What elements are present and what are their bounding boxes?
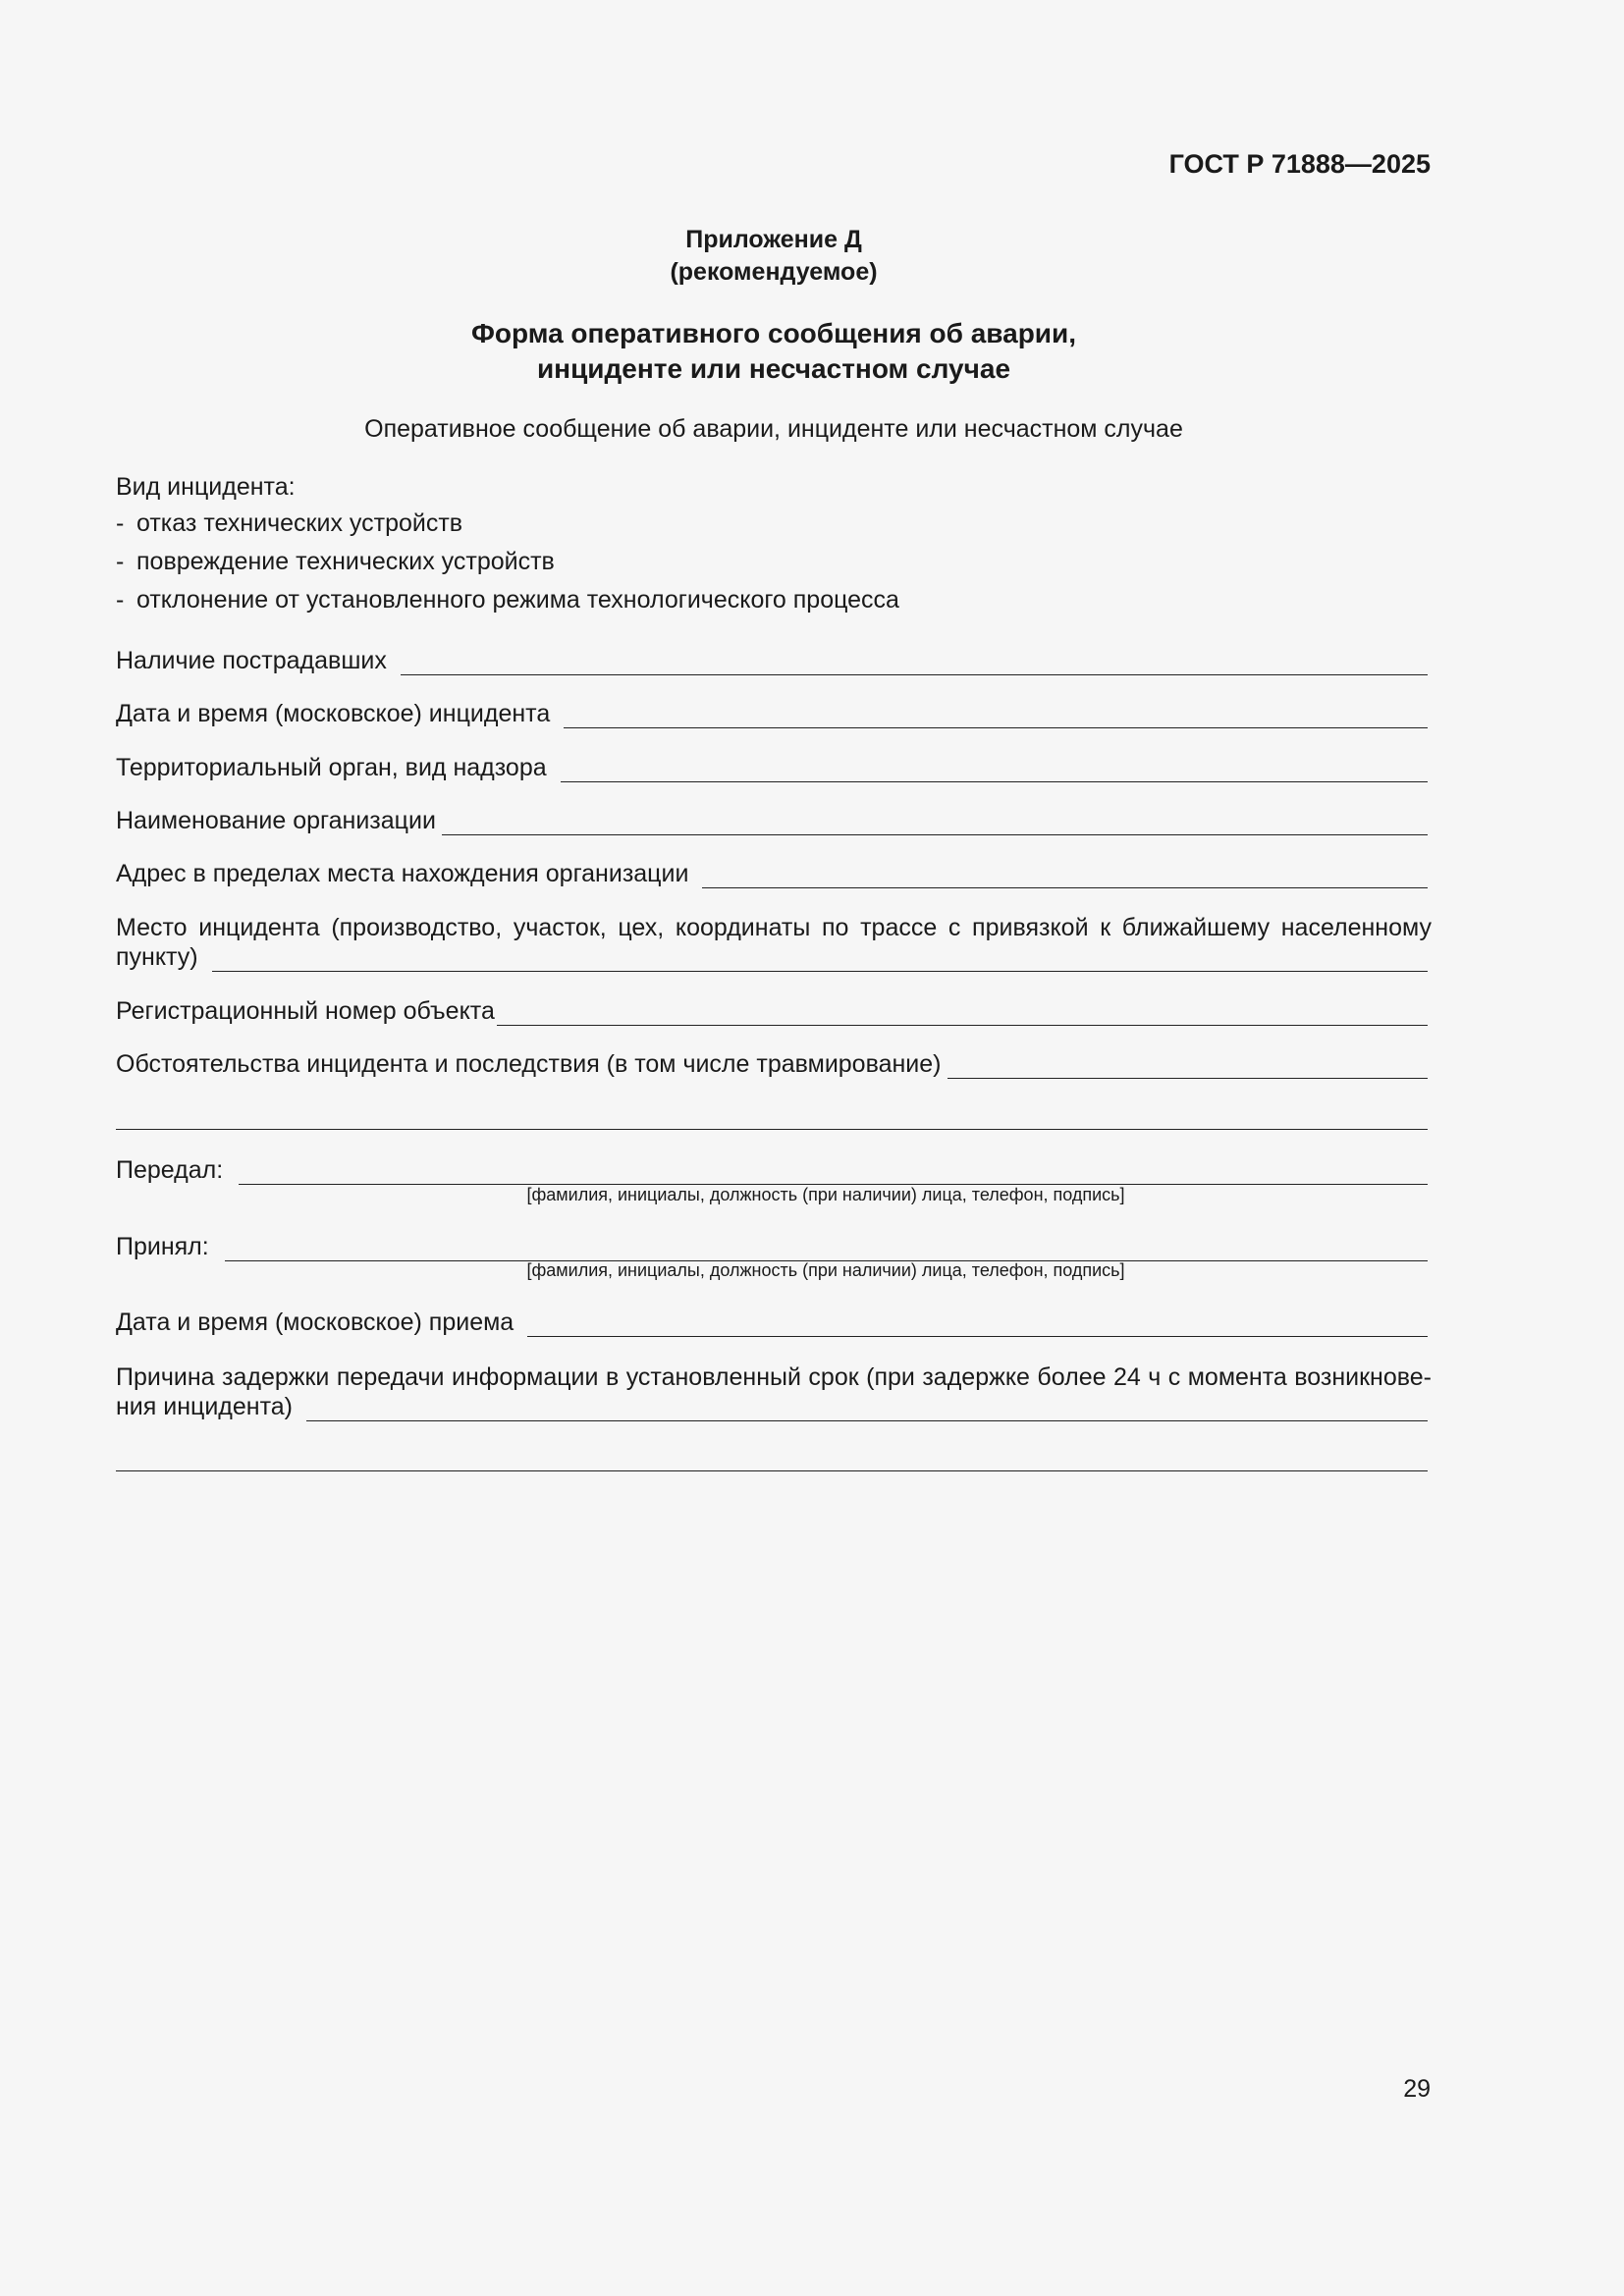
received-by-fill-line bbox=[225, 1234, 1428, 1261]
form-title-line-2: инциденте или несчастном случае bbox=[536, 353, 1011, 384]
incident-place-label-line-1: Место инцидента (производство, участок, цех, координаты по трассе с привязкой к ближайшему населенному bbox=[116, 914, 1432, 941]
document-code: ГОСТ Р 71888—2025 bbox=[1168, 149, 1431, 179]
received-datetime-fill-line bbox=[527, 1309, 1428, 1337]
registration-number-field bbox=[116, 996, 1428, 1026]
incident-place-fill-line bbox=[212, 944, 1428, 972]
incident-datetime-fill-line bbox=[564, 701, 1428, 728]
form-title-line-1: Форма оперативного сообщения об аварии, bbox=[470, 318, 1076, 348]
organization-address-fill-line bbox=[702, 861, 1428, 888]
received-by-field bbox=[116, 1232, 1428, 1261]
victims-fill-line bbox=[401, 648, 1428, 675]
received-by-label: Принял: bbox=[116, 1233, 209, 1260]
incident-kind-list bbox=[116, 508, 899, 614]
circumstances-label: Обстоятельства инцидента и последствия (в том числе травмирование) bbox=[116, 1050, 942, 1078]
delay-reason-field bbox=[116, 1392, 1428, 1421]
received-datetime-label: Дата и время (московское) приема bbox=[116, 1308, 514, 1336]
delay-reason-extra-line bbox=[116, 1470, 1428, 1471]
list-item bbox=[116, 508, 899, 538]
form-title bbox=[0, 316, 1547, 387]
registration-number-fill-line bbox=[497, 998, 1428, 1026]
territorial-body-field bbox=[116, 753, 1428, 782]
page-number: 29 bbox=[1403, 2075, 1431, 2103]
list-dash: - bbox=[116, 586, 125, 614]
list-item bbox=[116, 547, 899, 576]
form-subtitle: Оперативное сообщение об аварии, инциденте или несчастном случае bbox=[364, 415, 1183, 443]
organization-name-fill-line bbox=[442, 808, 1428, 835]
incident-place-field bbox=[116, 942, 1428, 972]
sent-by-caption: [фамилия, инициалы, должность (при наличии) лица, телефон, подпись] bbox=[526, 1185, 1125, 1204]
organization-address-field bbox=[116, 859, 1428, 888]
list-item bbox=[116, 585, 899, 614]
received-by-caption: [фамилия, инициалы, должность (при наличии) лица, телефон, подпись] bbox=[526, 1260, 1125, 1280]
annex-status: (рекомендуемое) bbox=[670, 258, 878, 286]
received-datetime-field bbox=[116, 1308, 1428, 1337]
incident-place-label-line-2: пункту) bbox=[116, 943, 198, 971]
circumstances-fill-line bbox=[947, 1051, 1429, 1079]
incident-datetime-label: Дата и время (московское) инцидента bbox=[116, 700, 551, 727]
territorial-body-fill-line bbox=[561, 755, 1428, 782]
organization-address-label: Адрес в пределах места нахождения организации bbox=[116, 860, 689, 887]
delay-reason-fill-line bbox=[306, 1394, 1428, 1421]
sent-by-fill-line bbox=[239, 1157, 1428, 1185]
organization-name-label: Наименование организации bbox=[116, 807, 436, 834]
organization-name-field bbox=[116, 806, 1428, 835]
delay-reason-label-line-1: Причина задержки передачи информации в установленный срок (при задержке более 24 ч с момента возникнове- bbox=[116, 1363, 1432, 1391]
incident-kind-block bbox=[116, 472, 899, 623]
sent-by-label: Передал: bbox=[116, 1156, 224, 1184]
sent-by-field bbox=[116, 1155, 1428, 1185]
list-item-text: отказ технических устройств bbox=[136, 509, 463, 537]
delay-reason-label-line-2: ния инцидента) bbox=[116, 1393, 294, 1420]
victims-field bbox=[116, 646, 1428, 675]
registration-number-label: Регистрационный номер объекта bbox=[116, 997, 495, 1025]
annex-title: Приложение Д bbox=[685, 226, 862, 253]
list-dash: - bbox=[116, 509, 125, 537]
list-item-text: повреждение технических устройств bbox=[136, 548, 555, 575]
circumstances-extra-line bbox=[116, 1129, 1428, 1130]
territorial-body-label: Территориальный орган, вид надзора bbox=[116, 754, 547, 781]
incident-datetime-field bbox=[116, 699, 1428, 728]
circumstances-field bbox=[116, 1049, 1428, 1079]
victims-label: Наличие пострадавших bbox=[116, 647, 387, 674]
list-item-text: отклонение от установленного режима технологического процесса bbox=[136, 586, 899, 614]
incident-kind-heading: Вид инцидента: bbox=[116, 473, 296, 501]
list-dash: - bbox=[116, 548, 125, 575]
